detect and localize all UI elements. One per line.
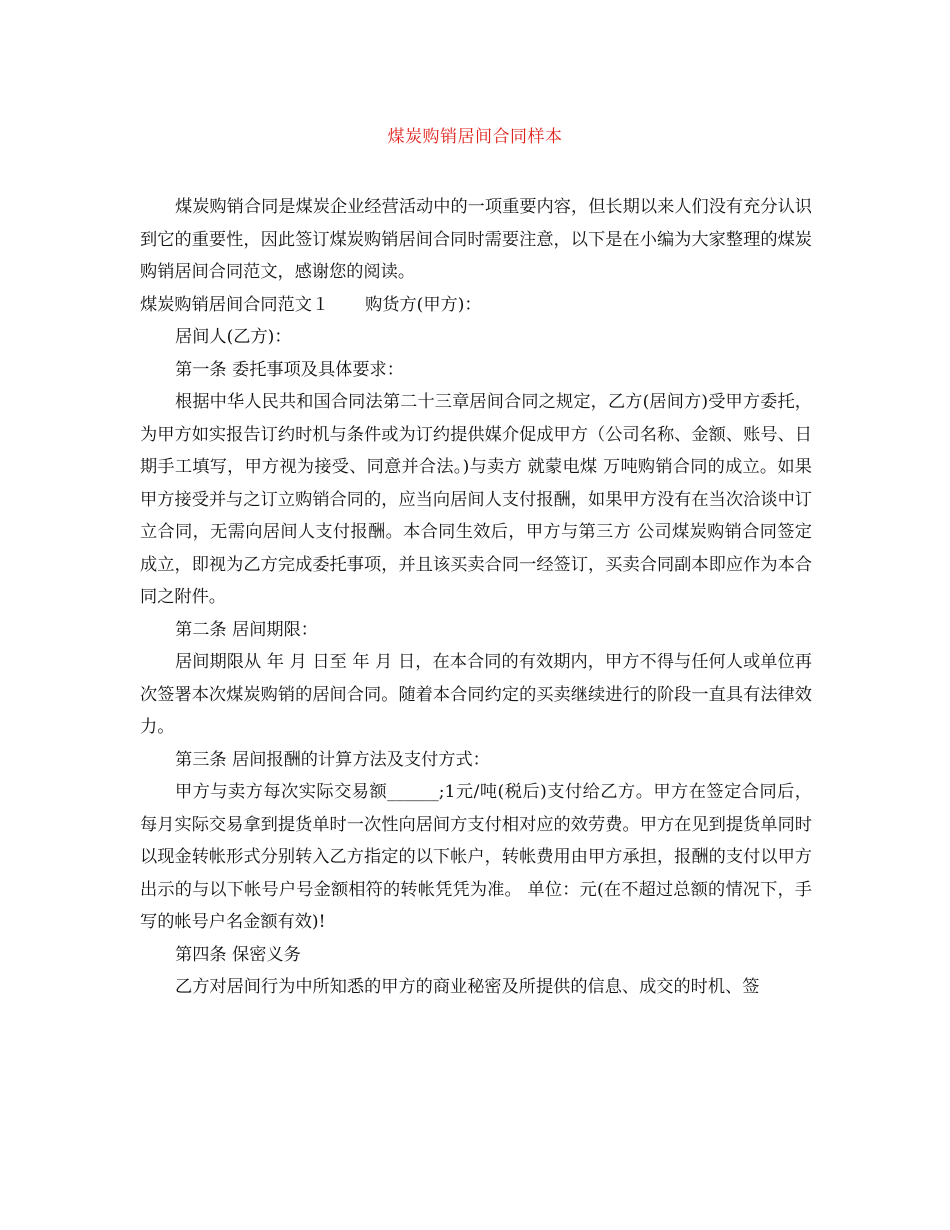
article-2-body: 居间期限从 年 月 日至 年 月 日，在本合同的有效期内，甲方不得与任何人或单位再次签署本次煤炭购销的居间合同。随着本合同约定的买卖继续进行的阶段一直具有法律效力。 (140, 652, 812, 737)
party-a-label: 购货方(甲方)： (365, 294, 482, 315)
article-2-title: 第二条 居间期限： (175, 619, 318, 640)
article-4-title: 第四条 保密义务 (175, 944, 301, 965)
article-1-body: 根据中华人民共和国合同法第二十三章居间合同之规定，乙方(居间方)受甲方委托，为甲方如实报告订约时机与条件或为订约提供媒介促成甲方（公司名称、金额、账号、日期手工填写，甲方视为接受、同意并合法。)与卖方 就蒙电煤 万吨购销合同的成立。如果甲方接受并与之订立购销合同的，应当向居间人支付报酬，如果甲方没有在当次洽谈中订立合同，无需向居间人支付报酬。本合同生效后，甲方与第三方 公司煤炭购销合同签定成立，即视为乙方完成委托事项，并且该买卖合同一经签订，买卖合同副本即应作为本合同之附件。 (140, 392, 812, 607)
section-label: 煤炭购销居间合同范文１ (140, 294, 330, 315)
article-3-title: 第三条 居间报酬的计算方法及支付方式： (175, 749, 490, 770)
document-title: 煤炭购销居间合同样本 (387, 127, 563, 147)
article-1-title: 第一条 委托事项及具体要求： (175, 359, 404, 380)
party-b-label: 居间人(乙方)： (175, 327, 292, 347)
intro-paragraph: 煤炭购销合同是煤炭企业经营活动中的一项重要内容，但长期以来人们没有充分认识到它的重要性，因此签订煤炭购销居间合同时需要注意，以下是在小编为大家整理的煤炭购销居间合同范文，感谢您的阅读。 (140, 197, 812, 282)
section-line (140, 289, 812, 322)
article-4-body: 乙方对居间行为中所知悉的甲方的商业秘密及所提供的信息、成交的时机、签 (175, 977, 760, 997)
article-3-body: 甲方与卖方每次实际交易额______;1元/吨(税后)支付给乙方。甲方在签定合同后，每月实际交易拿到提货单时一次性向居间方支付相对应的效劳费。甲方在见到提货单同时以现金转帐形式分别转入乙方指定的以下帐户，转帐费用由甲方承担，报酬的支付以甲方出示的与以下帐号户号金额相符的转帐凭凭为准。 单位：元(在不超过总额的情况下，手写的帐号户名金额有效)! (140, 782, 812, 932)
document-body (140, 191, 812, 1004)
